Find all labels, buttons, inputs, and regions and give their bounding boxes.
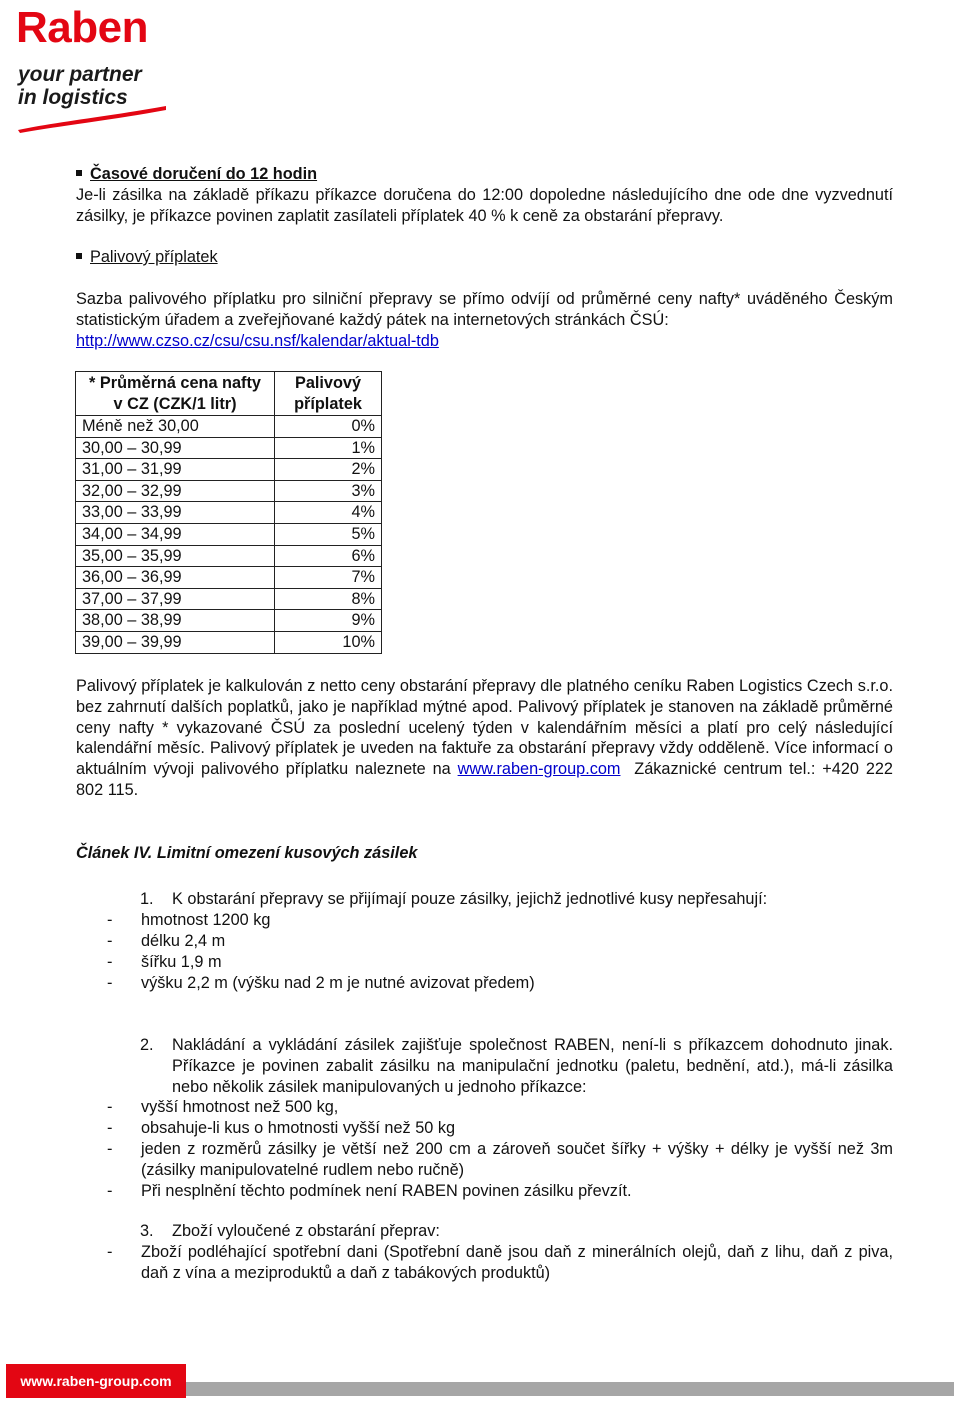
logo-tagline-2: in logistics — [18, 86, 128, 109]
surcharge-cell: 10% — [275, 631, 382, 653]
table-row — [76, 480, 382, 502]
list-item — [107, 1139, 893, 1181]
list-item — [107, 1097, 893, 1118]
price-range-cell: 36,00 – 36,99 — [76, 567, 275, 589]
surcharge-cell: 8% — [275, 588, 382, 610]
list-item-text: Zboží podléhající spotřební dani (Spotřební daně jsou daň z minerálních olejů, daň z lihu, daň z piva, daň z vína a meziproduktů a daň z tabákových produktů) — [141, 1243, 893, 1282]
table-row — [76, 610, 382, 632]
table-row — [76, 416, 382, 438]
surcharge-cell: 6% — [275, 545, 382, 567]
surcharge-cell: 4% — [275, 502, 382, 524]
section-time-title: Časové doručení do 12 hodin — [90, 165, 318, 183]
dash-marker: - — [107, 1243, 113, 1261]
price-range-cell: 38,00 – 38,99 — [76, 610, 275, 632]
table-row — [76, 459, 382, 481]
article-4-item-2: 2. Nakládání a vykládání zásilek zajišťuje společnost RABEN, není-li s příkazcem dohodnuto jinak. Příkazce je povinen zabalit zásilku na manipulační jednotku (paletu, bednění, atd.), má-li zásilka nebo několik zásilek manipulovaných u jednoho příkazce: — [140, 1036, 893, 1096]
section-time-delivery — [76, 164, 893, 226]
raben-group-link[interactable]: www.raben-group.com — [457, 760, 621, 779]
footer-url[interactable]: www.raben-group.com — [6, 1364, 186, 1398]
section-fuel-text — [76, 289, 893, 351]
list-item-text: délku 2,4 m — [141, 932, 226, 950]
list-item-text: výšku 2,2 m (výšku nad 2 m je nutné avizovat předem) — [141, 974, 535, 992]
list-item-text: vyšší hmotnost než 500 kg, — [141, 1098, 339, 1116]
list-item — [107, 952, 893, 973]
section-fuel — [76, 247, 893, 268]
table-row — [76, 567, 382, 589]
table-row — [76, 545, 382, 567]
section-fuel-body: Sazba palivového příplatku pro silniční přepravy se přímo odvíjí od průměrné ceny nafty* uváděného Českým statistickým úřadem a zveřejňované každý pátek na internetových stránkách ČSÚ: — [76, 290, 893, 329]
article-4-item-3: 3. Zboží vyloučené z obstarání přeprav: — [140, 1222, 440, 1240]
list-item — [107, 973, 893, 994]
dash-marker: - — [107, 974, 113, 992]
surcharge-cell: 9% — [275, 610, 382, 632]
table-row — [76, 523, 382, 545]
price-range-cell: 37,00 – 37,99 — [76, 588, 275, 610]
list-item — [107, 1118, 893, 1139]
list-item-text: šířku 1,9 m — [141, 953, 222, 971]
list-item — [107, 910, 893, 931]
price-range-cell: 31,00 – 31,99 — [76, 459, 275, 481]
logo-brand: Raben — [16, 3, 148, 52]
surcharge-cell: 0% — [275, 416, 382, 438]
table-row — [76, 502, 382, 524]
list-item-text: hmotnost 1200 kg — [141, 911, 271, 929]
czso-link[interactable]: http://www.czso.cz/csu/csu.nsf/kalendar/aktual-tdb — [76, 331, 439, 350]
article-4-heading: Článek IV. Limitní omezení kusových zásilek — [76, 844, 418, 862]
dash-marker: - — [107, 953, 113, 971]
section-fuel-title: Palivový příplatek — [90, 248, 218, 266]
table-row — [76, 631, 382, 653]
price-range-cell: 30,00 – 30,99 — [76, 437, 275, 459]
price-range-cell: 33,00 – 33,99 — [76, 502, 275, 524]
list-item-text: jeden z rozměrů zásilky je větší než 200 cm a zároveň součet šířky + výšky + délky je vyšší než 3m (zásilky manipulovatelné rudlem nebo ručně) — [141, 1140, 893, 1179]
price-range-cell: 39,00 – 39,99 — [76, 631, 275, 653]
list-item-text: Při nesplnění těchto podmínek není RABEN povinen zásilku převzít. — [141, 1182, 632, 1200]
table-row — [76, 588, 382, 610]
table-header-row — [76, 372, 382, 416]
list-item — [107, 1242, 893, 1284]
fuel-surcharge-table — [75, 371, 382, 654]
surcharge-cell: 5% — [275, 523, 382, 545]
article-4-item-1: 1. K obstarání přepravy se přijímají pouze zásilky, jejichž jednotlivé kusy nepřesahují: — [140, 890, 768, 908]
dash-marker: - — [107, 1140, 113, 1158]
logo-swoosh-icon — [16, 104, 168, 134]
surcharge-cell: 3% — [275, 480, 382, 502]
raben-logo — [16, 3, 176, 134]
list-item — [107, 1181, 893, 1202]
footer-bar — [6, 1364, 954, 1398]
surcharge-cell: 2% — [275, 459, 382, 481]
header-diesel-price: * Průměrná cena nafty v CZ (CZK/1 litr) — [76, 372, 275, 416]
fuel-note — [76, 676, 893, 801]
price-range-cell: 35,00 – 35,99 — [76, 545, 275, 567]
logo-tagline-1: your partner — [18, 63, 142, 86]
price-range-cell: 34,00 – 34,99 — [76, 523, 275, 545]
dash-marker: - — [107, 1182, 113, 1200]
price-range-cell: 32,00 – 32,99 — [76, 480, 275, 502]
table-row — [76, 437, 382, 459]
dash-marker: - — [107, 911, 113, 929]
surcharge-cell: 7% — [275, 567, 382, 589]
dash-marker: - — [107, 932, 113, 950]
section-time-body: Je-li zásilka na základě příkazu příkazce doručena do 12:00 dopoledne následujícího dne ode dne vyzvednutí zásilky, je příkazce povinen zaplatit zasílateli příplatek 40 % k ceně za obstarání přepravy. — [76, 185, 893, 225]
surcharge-cell: 1% — [275, 437, 382, 459]
list-item-text: obsahuje-li kus o hmotnosti vyšší než 50 kg — [141, 1119, 456, 1137]
dash-marker: - — [107, 1098, 113, 1116]
bullet-square-icon — [76, 253, 82, 259]
list-item — [107, 931, 893, 952]
dash-marker: - — [107, 1119, 113, 1137]
header-surcharge: Palivový příplatek — [275, 372, 382, 416]
footer-grey-band — [186, 1382, 954, 1396]
fuel-note-text: Palivový příplatek je kalkulován z netto ceny obstarání přepravy dle platného ceníku Raben Logistics Czech s.r.o. bez zahrnutí dalších poplatků, jako je například mýtné apod. Palivový příplatek je stanoven na základě průměrné ceny nafty * vykazované ČSÚ za poslední ucelený týden v kalendářním měsíci a platí pro celý následující kalendářní měsíc. Palivový příplatek je uveden na faktuře za obstarání přepravy vždy odděleně. Více informací o aktuálním vývoji palivového příplatku naleznete na www.raben-group.com Zákaznické centrum tel.: +420 222 802 115. — [76, 677, 893, 799]
price-range-cell: Méně než 30,00 — [76, 416, 275, 438]
bullet-square-icon — [76, 170, 82, 176]
